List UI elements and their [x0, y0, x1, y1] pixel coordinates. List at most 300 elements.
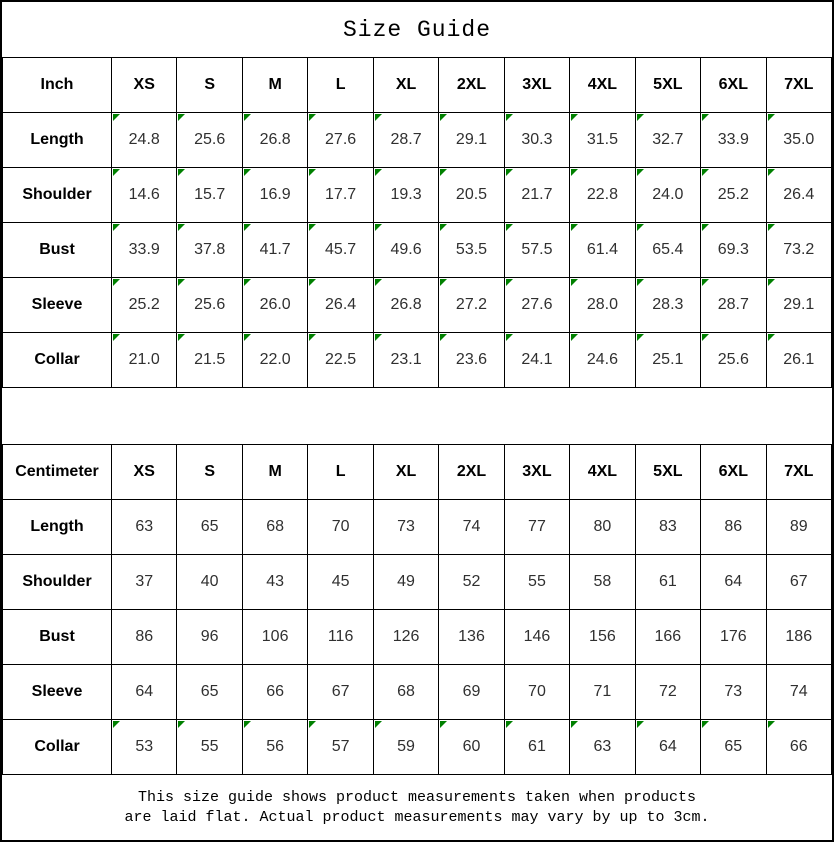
inch-size-table	[2, 57, 832, 388]
flag-triangle-icon	[440, 721, 447, 728]
size-cell	[570, 168, 635, 223]
size-cell	[766, 610, 831, 665]
size-value: 64	[724, 573, 743, 590]
size-cell	[504, 278, 569, 333]
size-value: 65	[200, 683, 219, 700]
size-cell	[439, 555, 504, 610]
size-value: 73.2	[783, 241, 815, 258]
flag-triangle-icon	[768, 114, 775, 121]
size-value: 63	[593, 738, 612, 755]
size-cell	[635, 665, 700, 720]
flag-triangle-icon	[637, 169, 644, 176]
size-value: 60	[462, 738, 481, 755]
size-cell	[439, 168, 504, 223]
size-value: 116	[327, 628, 354, 645]
flag-triangle-icon	[702, 334, 709, 341]
size-cell	[766, 500, 831, 555]
footer-note	[2, 775, 832, 840]
size-value: 55	[528, 573, 546, 590]
header-row	[3, 58, 832, 113]
size-value: 25.2	[717, 186, 749, 203]
size-value: 24.8	[128, 131, 160, 148]
size-cell	[373, 168, 438, 223]
size-value: 21.7	[521, 186, 553, 203]
size-value: 27.6	[325, 131, 357, 148]
size-cell	[635, 223, 700, 278]
flag-triangle-icon	[702, 114, 709, 121]
size-cell	[570, 555, 635, 610]
size-value: 96	[200, 628, 219, 645]
flag-triangle-icon	[637, 721, 644, 728]
size-cell	[242, 113, 307, 168]
size-cell	[242, 278, 307, 333]
size-cell	[242, 223, 307, 278]
size-value: 71	[593, 683, 612, 700]
size-cell	[308, 720, 373, 775]
flag-triangle-icon	[506, 114, 513, 121]
row-label: Shoulder	[3, 168, 112, 223]
size-value: 26.1	[783, 351, 815, 368]
size-cell	[373, 555, 438, 610]
flag-triangle-icon	[309, 334, 316, 341]
flag-triangle-icon	[506, 721, 513, 728]
column-header: 2XL	[439, 445, 504, 500]
flag-triangle-icon	[637, 224, 644, 231]
row-label: Length	[3, 500, 112, 555]
size-cell	[701, 555, 766, 610]
flag-triangle-icon	[571, 224, 578, 231]
size-cell	[504, 720, 569, 775]
flag-triangle-icon	[309, 169, 316, 176]
size-value: 27.2	[455, 296, 488, 313]
flag-triangle-icon	[178, 224, 185, 231]
size-cell	[242, 168, 307, 223]
size-value: 33.9	[128, 241, 160, 258]
flag-triangle-icon	[702, 279, 709, 286]
size-value: 33.9	[717, 131, 749, 148]
spacer-row	[2, 388, 832, 444]
flag-triangle-icon	[768, 334, 775, 341]
flag-triangle-icon	[375, 334, 382, 341]
size-cell	[112, 555, 177, 610]
size-value: 72	[658, 683, 677, 700]
size-cell	[112, 333, 177, 388]
flag-triangle-icon	[244, 334, 251, 341]
size-value: 40	[200, 573, 219, 590]
size-value: 77	[528, 518, 546, 535]
column-header: 5XL	[635, 445, 700, 500]
flag-triangle-icon	[178, 334, 185, 341]
flag-triangle-icon	[768, 224, 775, 231]
size-value: 30.3	[521, 131, 553, 148]
flag-triangle-icon	[571, 279, 578, 286]
size-value: 43	[266, 573, 285, 590]
size-value: 20.5	[455, 186, 488, 203]
flag-triangle-icon	[178, 279, 185, 286]
size-value: 74	[789, 683, 808, 700]
size-value: 35.0	[783, 131, 815, 148]
size-cell	[701, 610, 766, 665]
size-cell	[177, 168, 242, 223]
flag-triangle-icon	[113, 169, 120, 176]
size-cell	[373, 278, 438, 333]
size-cell	[439, 610, 504, 665]
row-label: Sleeve	[3, 665, 112, 720]
size-cell	[308, 665, 373, 720]
size-value: 29.1	[455, 131, 488, 148]
size-value: 23.6	[455, 351, 488, 368]
size-value: 57	[331, 738, 350, 755]
size-value: 166	[654, 628, 682, 645]
flag-triangle-icon	[506, 169, 513, 176]
size-value: 25.2	[128, 296, 160, 313]
size-value: 26.4	[325, 296, 357, 313]
size-value: 37	[135, 573, 154, 590]
size-value: 65.4	[652, 241, 684, 258]
flag-triangle-icon	[375, 169, 382, 176]
flag-triangle-icon	[768, 279, 775, 286]
flag-triangle-icon	[113, 334, 120, 341]
footer-note-line2: are laid flat. Actual product measurements may vary by up to 3cm.	[124, 808, 710, 826]
size-value: 22.0	[259, 351, 291, 368]
size-value: 26.8	[390, 296, 422, 313]
size-cell	[570, 665, 635, 720]
size-value: 32.7	[652, 131, 684, 148]
size-cell	[701, 223, 766, 278]
size-value: 70	[331, 518, 350, 535]
size-cell	[504, 610, 569, 665]
size-cell	[373, 333, 438, 388]
size-cell	[570, 113, 635, 168]
size-cell	[112, 168, 177, 223]
column-header: 7XL	[766, 445, 831, 500]
size-cell	[570, 610, 635, 665]
flag-triangle-icon	[637, 114, 644, 121]
size-cell	[439, 113, 504, 168]
flag-triangle-icon	[702, 721, 709, 728]
size-value: 65	[724, 738, 743, 755]
flag-triangle-icon	[309, 721, 316, 728]
size-cell	[766, 278, 831, 333]
column-header: 6XL	[701, 58, 766, 113]
flag-triangle-icon	[244, 114, 251, 121]
row-label: Shoulder	[3, 555, 112, 610]
table-row	[3, 610, 832, 665]
size-cell	[635, 278, 700, 333]
size-cell	[766, 223, 831, 278]
size-value: 86	[724, 518, 743, 535]
size-value: 23.1	[390, 351, 422, 368]
size-cell	[439, 278, 504, 333]
size-cell	[504, 168, 569, 223]
size-cell	[373, 223, 438, 278]
size-cell	[570, 720, 635, 775]
size-cell	[570, 500, 635, 555]
size-value: 24.6	[586, 351, 618, 368]
size-cell	[242, 665, 307, 720]
column-header: XS	[112, 445, 177, 500]
size-cell	[112, 720, 177, 775]
size-cell	[308, 278, 373, 333]
size-value: 64	[135, 683, 154, 700]
column-header: 3XL	[504, 445, 569, 500]
size-value: 156	[589, 628, 616, 645]
size-cell	[766, 168, 831, 223]
flag-triangle-icon	[702, 169, 709, 176]
size-value: 83	[658, 518, 677, 535]
size-value: 61	[528, 738, 546, 755]
size-value: 73	[397, 518, 415, 535]
size-cell	[635, 500, 700, 555]
size-value: 55	[200, 738, 219, 755]
column-header: L	[308, 58, 373, 113]
size-cell	[308, 610, 373, 665]
flag-triangle-icon	[571, 334, 578, 341]
size-cell	[177, 113, 242, 168]
column-header: S	[177, 58, 242, 113]
size-value: 31.5	[586, 131, 618, 148]
row-label: Collar	[3, 720, 112, 775]
size-cell	[177, 665, 242, 720]
size-value: 63	[135, 518, 154, 535]
size-value: 70	[528, 683, 546, 700]
size-value: 86	[135, 628, 154, 645]
flag-triangle-icon	[375, 224, 382, 231]
size-value: 59	[397, 738, 415, 755]
size-cell	[177, 500, 242, 555]
size-value: 45.7	[325, 241, 357, 258]
flag-triangle-icon	[375, 114, 382, 121]
table-row	[3, 720, 832, 775]
flag-triangle-icon	[178, 721, 185, 728]
size-cell	[570, 278, 635, 333]
size-cell	[112, 278, 177, 333]
size-cell	[439, 500, 504, 555]
size-cell	[242, 500, 307, 555]
size-cell	[373, 665, 438, 720]
size-value: 26.8	[259, 131, 291, 148]
size-value: 58	[593, 573, 612, 590]
table-row	[3, 168, 832, 223]
unit-header: Centimeter	[3, 445, 112, 500]
column-header: M	[242, 445, 307, 500]
size-value: 69	[462, 683, 481, 700]
size-value: 22.5	[325, 351, 357, 368]
size-value: 15.7	[194, 186, 226, 203]
size-cell	[635, 610, 700, 665]
size-value: 53	[135, 738, 154, 755]
size-value: 25.6	[194, 296, 226, 313]
size-cell	[766, 333, 831, 388]
flag-triangle-icon	[375, 721, 382, 728]
flag-triangle-icon	[768, 169, 775, 176]
size-value: 45	[331, 573, 350, 590]
flag-triangle-icon	[178, 114, 185, 121]
size-value: 67	[789, 573, 808, 590]
size-value: 37.8	[194, 241, 226, 258]
flag-triangle-icon	[309, 279, 316, 286]
flag-triangle-icon	[244, 279, 251, 286]
column-header: XL	[373, 445, 438, 500]
row-label: Bust	[3, 223, 112, 278]
size-cell	[701, 665, 766, 720]
column-header: 5XL	[635, 58, 700, 113]
size-value: 53.5	[455, 241, 488, 258]
size-cell	[112, 223, 177, 278]
size-value: 24.0	[652, 186, 684, 203]
flag-triangle-icon	[506, 334, 513, 341]
size-value: 64	[658, 738, 677, 755]
flag-triangle-icon	[178, 169, 185, 176]
size-value: 89	[789, 518, 808, 535]
size-cell	[766, 720, 831, 775]
size-value: 52	[462, 573, 481, 590]
column-header: 6XL	[701, 445, 766, 500]
size-cell	[177, 555, 242, 610]
size-value: 21.0	[128, 351, 160, 368]
size-cell	[308, 555, 373, 610]
size-value: 17.7	[325, 186, 357, 203]
size-cell	[112, 610, 177, 665]
flag-triangle-icon	[440, 334, 447, 341]
flag-triangle-icon	[571, 169, 578, 176]
row-label: Bust	[3, 610, 112, 665]
size-value: 56	[266, 738, 285, 755]
table-row	[3, 333, 832, 388]
size-value: 61.4	[586, 241, 618, 258]
size-cell	[504, 223, 569, 278]
size-value: 146	[523, 628, 551, 645]
size-value: 68	[266, 518, 285, 535]
column-header: 4XL	[570, 58, 635, 113]
size-value: 26.4	[783, 186, 815, 203]
size-cell	[701, 113, 766, 168]
size-value: 126	[392, 628, 420, 645]
size-value: 28.3	[652, 296, 684, 313]
size-value: 25.6	[717, 351, 749, 368]
flag-triangle-icon	[309, 114, 316, 121]
size-value: 21.5	[194, 351, 226, 368]
table-row	[3, 665, 832, 720]
flag-triangle-icon	[440, 279, 447, 286]
column-header: 2XL	[439, 58, 504, 113]
column-header: 7XL	[766, 58, 831, 113]
flag-triangle-icon	[113, 224, 120, 231]
size-cell	[112, 500, 177, 555]
flag-triangle-icon	[440, 114, 447, 121]
size-cell	[373, 500, 438, 555]
size-cell	[504, 500, 569, 555]
flag-triangle-icon	[375, 279, 382, 286]
column-header: 3XL	[504, 58, 569, 113]
size-value: 61	[658, 573, 677, 590]
size-value: 66	[789, 738, 808, 755]
size-cell	[635, 555, 700, 610]
column-header: S	[177, 445, 242, 500]
table-row	[3, 223, 832, 278]
size-cell	[439, 665, 504, 720]
table-row	[3, 500, 832, 555]
size-value: 186	[785, 628, 813, 645]
size-cell	[308, 223, 373, 278]
size-cell	[373, 610, 438, 665]
table-row	[3, 555, 832, 610]
size-cell	[635, 168, 700, 223]
size-value: 41.7	[259, 241, 291, 258]
size-value: 29.1	[783, 296, 815, 313]
size-cell	[308, 168, 373, 223]
size-cell	[701, 168, 766, 223]
column-header: M	[242, 58, 307, 113]
page-title: Size Guide	[342, 16, 492, 43]
flag-triangle-icon	[113, 721, 120, 728]
size-cell	[242, 555, 307, 610]
size-cell	[177, 278, 242, 333]
size-cell	[570, 333, 635, 388]
flag-triangle-icon	[571, 721, 578, 728]
size-cell	[308, 333, 373, 388]
flag-triangle-icon	[571, 114, 578, 121]
size-cell	[177, 333, 242, 388]
size-value: 22.8	[586, 186, 618, 203]
size-value: 66	[266, 683, 285, 700]
flag-triangle-icon	[113, 114, 120, 121]
size-value: 69.3	[717, 241, 749, 258]
size-cell	[701, 500, 766, 555]
size-value: 73	[724, 683, 743, 700]
size-value: 28.7	[717, 296, 749, 313]
size-cell	[242, 610, 307, 665]
footer-note-line1: This size guide shows product measurements taken when products	[137, 788, 697, 806]
row-label: Sleeve	[3, 278, 112, 333]
size-cell	[504, 665, 569, 720]
flag-triangle-icon	[113, 279, 120, 286]
size-cell	[373, 113, 438, 168]
size-cell	[112, 665, 177, 720]
flag-triangle-icon	[440, 224, 447, 231]
table-row	[3, 113, 832, 168]
size-cell	[570, 223, 635, 278]
size-value: 49	[397, 573, 415, 590]
size-cell	[766, 555, 831, 610]
size-value: 14.6	[128, 186, 160, 203]
size-cell	[177, 720, 242, 775]
flag-triangle-icon	[506, 279, 513, 286]
flag-triangle-icon	[506, 224, 513, 231]
size-cell	[242, 333, 307, 388]
unit-header: Inch	[3, 58, 112, 113]
size-cell	[177, 610, 242, 665]
size-value: 49.6	[390, 241, 422, 258]
size-cell	[177, 223, 242, 278]
size-cell	[439, 333, 504, 388]
size-cell	[635, 113, 700, 168]
flag-triangle-icon	[244, 169, 251, 176]
size-cell	[766, 665, 831, 720]
size-value: 176	[719, 628, 747, 645]
size-cell	[439, 720, 504, 775]
column-header: L	[308, 445, 373, 500]
flag-triangle-icon	[440, 169, 447, 176]
size-cell	[373, 720, 438, 775]
size-value: 25.6	[194, 131, 226, 148]
size-value: 16.9	[259, 186, 291, 203]
size-value: 106	[261, 628, 289, 645]
size-cell	[308, 500, 373, 555]
size-value: 19.3	[390, 186, 422, 203]
size-cell	[242, 720, 307, 775]
table-row	[3, 278, 832, 333]
